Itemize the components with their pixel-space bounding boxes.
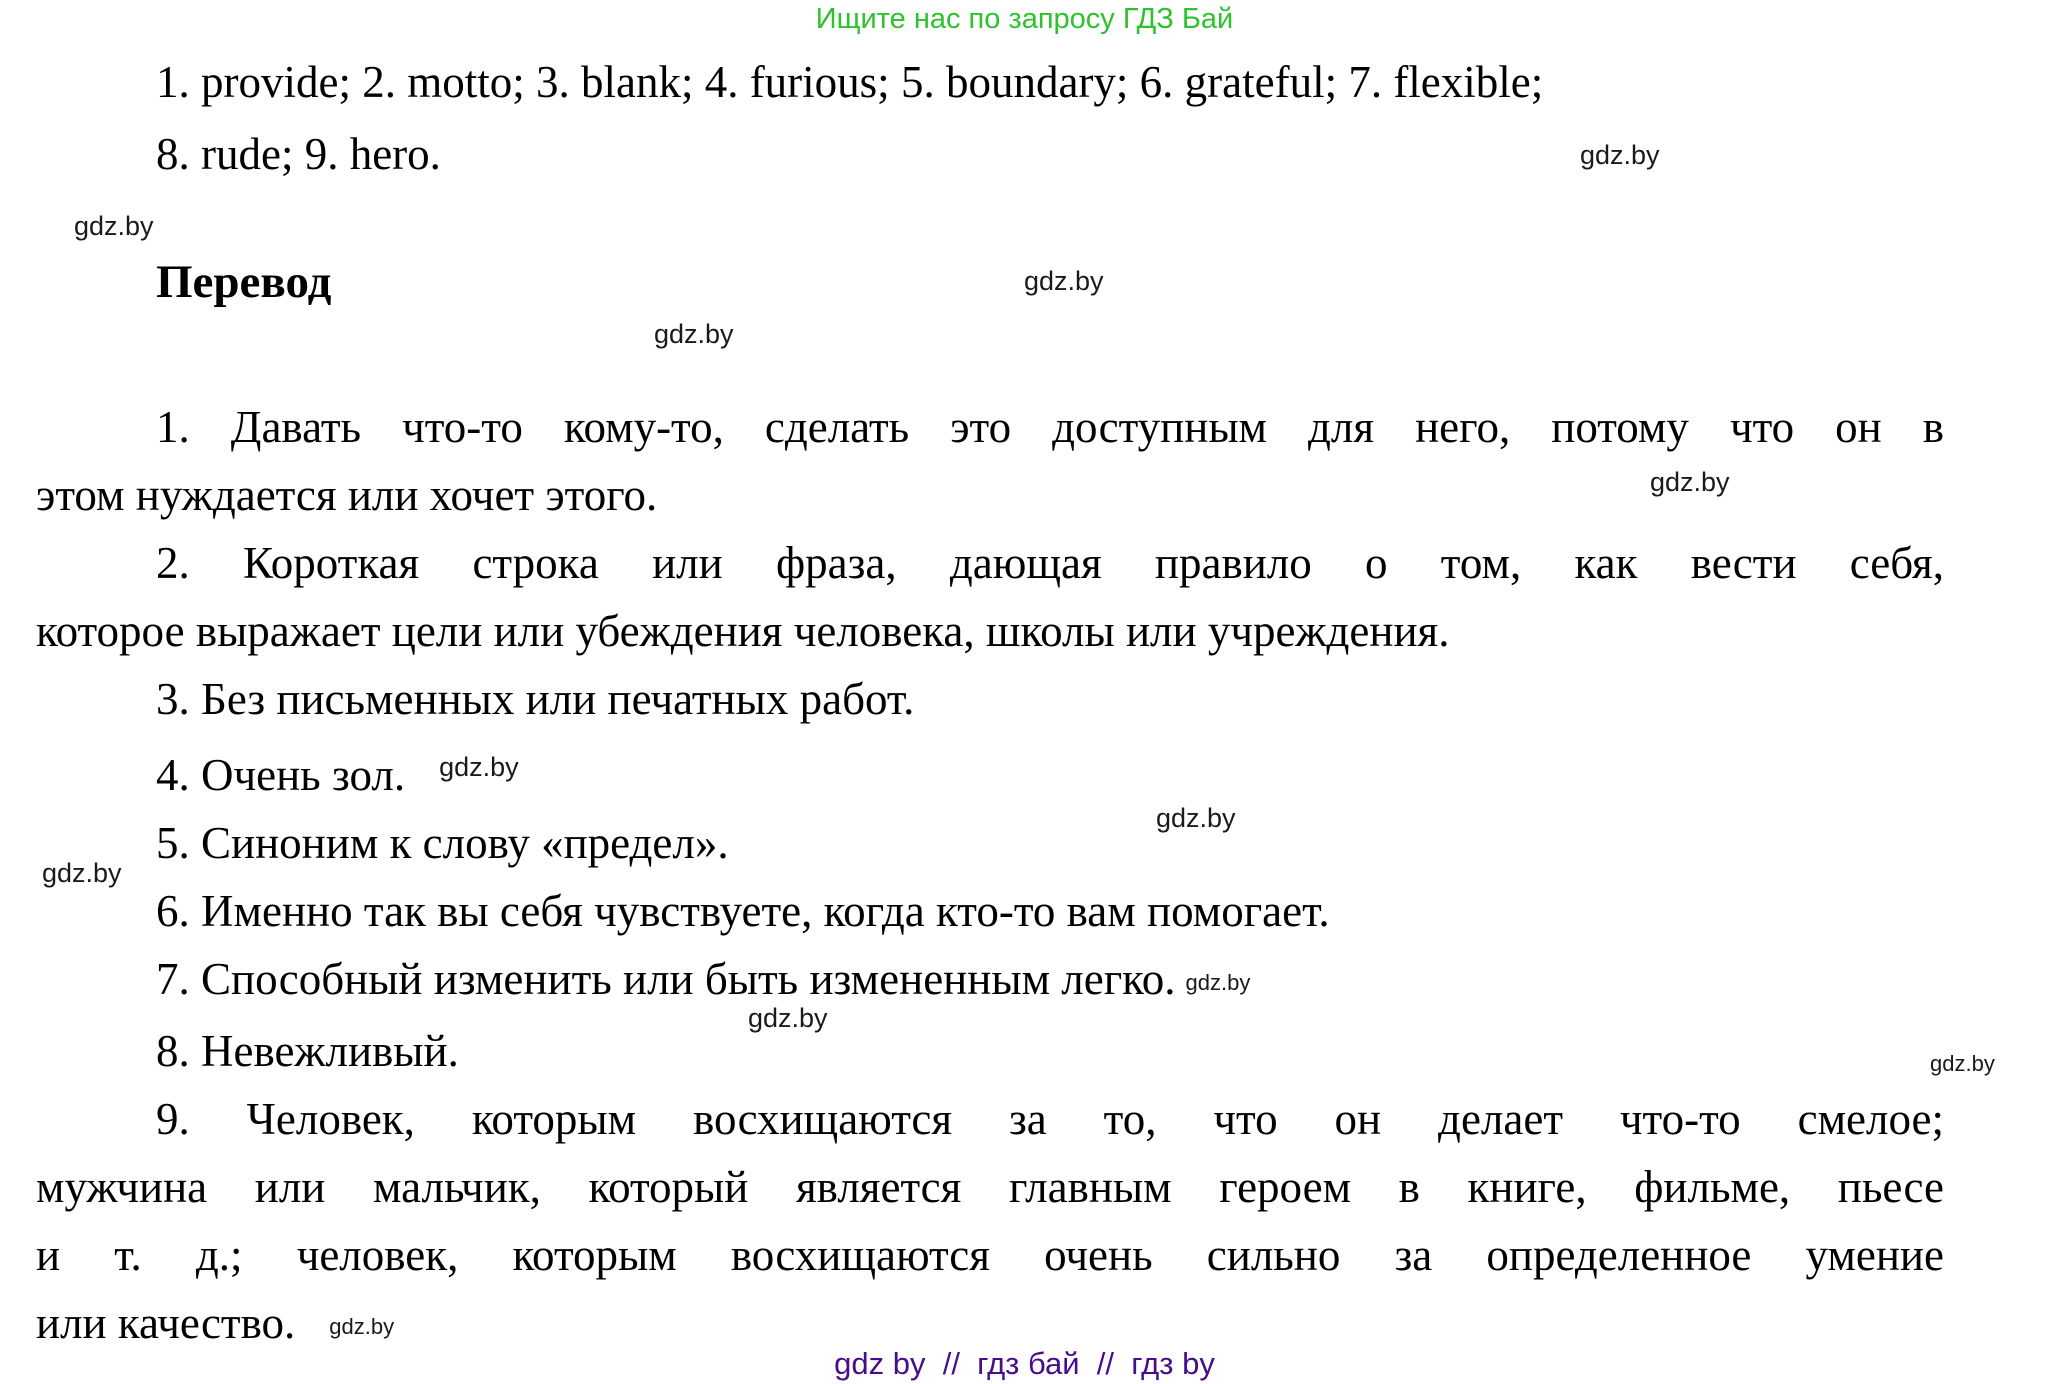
translation-line-7 [36, 945, 1944, 1017]
translation-line-6: 6. Именно так вы себя чувствуете, когда кто-то вам помогает. [156, 886, 1330, 936]
gdz-watermark: gdz.by [42, 858, 122, 888]
gdz-watermark: gdz.by [1156, 803, 1236, 833]
gdz-watermark: gdz.by [329, 1314, 395, 1339]
translation-text [36, 393, 1944, 1361]
gdz-watermark: gdz.by [654, 319, 734, 349]
translation-line-1a: 1. Давать что-то кому-то, сделать это доступным для него, потому что он в [156, 402, 1944, 452]
translation-line-4 [36, 733, 1944, 809]
translation-line-9a: 9. Человек, которым восхищаются за то, что он делает что-то смелое; [156, 1094, 1944, 1144]
translation-line-8: 8. Невежливый. [156, 1026, 459, 1076]
gdz-watermark: gdz.by [439, 752, 519, 782]
translation-heading: Перевод [156, 256, 332, 308]
gdz-watermark: gdz.by [748, 1003, 828, 1033]
gdz-watermark: gdz.by [1185, 970, 1251, 995]
gdz-watermark: gdz.by [74, 211, 154, 241]
gdz-watermark: gdz.by [1930, 1051, 1995, 1076]
translation-line-5: 5. Синоним к слову «предел». [156, 818, 729, 868]
english-line-2: 8. rude; 9. hero. [156, 129, 441, 179]
gdz-watermark: gdz.by [1650, 467, 1730, 497]
english-line-1: 1. provide; 2. motto; 3. blank; 4. furious; 5. boundary; 6. grateful; 7. flexible; [156, 57, 1544, 107]
gdz-watermark: gdz.by [1580, 140, 1660, 170]
promo-header: Ищите нас по запросу ГДЗ Бай [815, 3, 1234, 35]
translation-line-3: 3. Без письменных или печатных работ. [156, 674, 915, 724]
translation-line-9b: мужчина или мальчик, который является главным героем в книге, фильме, пьесе [36, 1162, 1944, 1212]
translation-line-text: 7. Способный изменить или быть измененным легко. [156, 954, 1176, 1004]
translation-line-2a: 2. Короткая строка или фраза, дающая правило о том, как вести себя, [156, 538, 1944, 588]
site-footer: gdz by // гдз бай // гдз by [834, 1346, 1215, 1381]
translation-line-2b: которое выражает цели или убеждения человека, школы или учреждения. [36, 606, 1450, 656]
translation-line-9c: и т. д.; человек, которым восхищаются очень сильно за определенное умение [36, 1230, 1944, 1280]
translation-line-text: 4. Очень зол. [156, 750, 406, 800]
english-word-list [156, 46, 1543, 190]
gdz-watermark: gdz.by [1024, 266, 1104, 296]
translation-line-text: или качество. [36, 1298, 296, 1348]
translation-line-1b: этом нуждается или хочет этого. [36, 470, 658, 520]
